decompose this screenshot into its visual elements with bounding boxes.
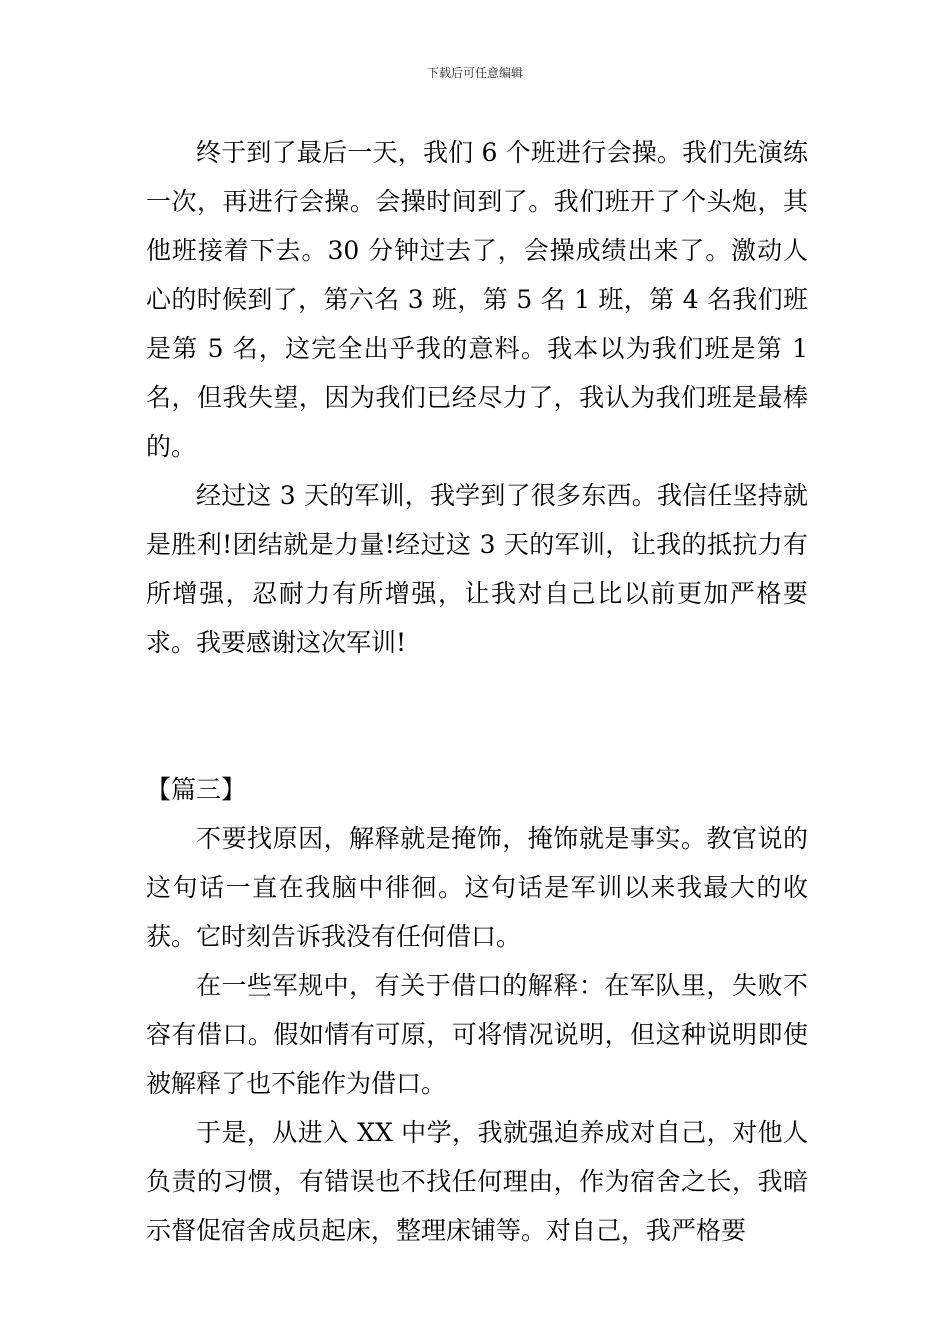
paragraph: 在一些军规中，有关于借口的解释：在军队里，失败不容有借口。假如情有可原，可将情况说明，但这种说明即使被解释了也不能作为借口。 — [146, 971, 808, 1098]
paragraph: 于是，从进入 XX 中学，我就强迫养成对自己，对他人负责的习惯，有错误也不找任何理由，作为宿舍之长，我暗示督促宿舍成员起床，整理床铺等。对自己，我严格要 — [146, 1118, 808, 1245]
section-title: 【篇三】 — [146, 775, 247, 804]
section-spacer — [146, 667, 808, 765]
page-header: 下载后可任意编辑 — [426, 66, 523, 80]
document-body — [146, 128, 808, 1255]
paragraph: 不要找原因，解释就是掩饰，掩饰就是事实。教官说的这句话一直在我脑中徘徊。这句话是军训以来我最大的收获。它时刻告诉我没有任何借口。 — [146, 824, 808, 951]
paragraph: 终于到了最后一天，我们 6 个班进行会操。我们先演练一次，再进行会操。会操时间到了。我们班开了个头炮，其他班接着下去。30 分钟过去了，会操成绩出来了。激动人心的时候到了，第六名 3 班，第 5 名 1 班，第 4 名我们班是第 5 名，这完全出乎我的意料。我本以为我们班是第 1 名，但我失望，因为我们已经尽力了，我认为我们班是最棒的。 — [146, 138, 808, 461]
paragraph: 经过这 3 天的军训，我学到了很多东西。我信任坚持就是胜利!团结就是力量!经过这 3 天的军训，让我的抵抗力有所增强，忍耐力有所增强，让我对自己比以前更加严格要求。我要感谢这次军训! — [146, 481, 808, 657]
